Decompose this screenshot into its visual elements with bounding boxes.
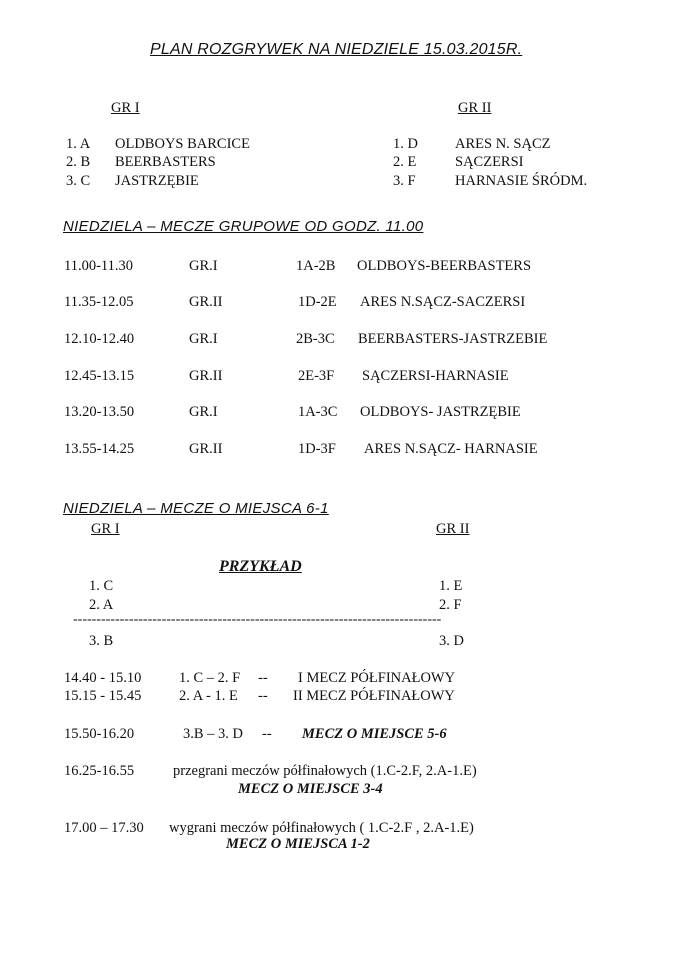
group-2-team-2: SĄCZERSI [455,154,524,170]
match-time: 11.35-12.05 [64,294,134,310]
semi2-dash: -- [258,688,268,704]
placement-group-2-label: GR II [436,521,470,537]
match-5-6-label: MECZ O MIEJSCE 5-6 [302,726,447,742]
match-pair: 2B-3C [296,331,335,347]
match-group: GR.I [189,404,218,420]
placement-gr1-third: 3. B [89,633,114,649]
group-2-num-2: 2. E [393,154,417,170]
placement-gr2-row-2: 2. F [439,597,462,613]
match-teams: OLDBOYS- JASTRZĘBIE [360,404,521,420]
group-1-team-1: OLDBOYS BARCICE [115,136,250,152]
match-3-4-description: przegrani meczów półfinałowych (1.C-2.F, 2.A-1.E) [173,763,477,779]
semi1-time: 14.40 - 15.10 [64,670,142,686]
placement-gr1-row-1: 1. C [89,578,114,594]
group-2-num-3: 3. F [393,173,416,189]
match-teams: SĄCZERSI-HARNASIE [362,368,509,384]
match-teams: OLDBOYS-BEERBASTERS [357,258,532,274]
match-5-6-time: 15.50-16.20 [64,726,135,742]
group-1-num-3: 3. C [66,173,91,189]
match-group: GR.I [189,331,218,347]
group-2-team-3: HARNASIE ŚRÓDM. [455,173,588,189]
semi1-label: I MECZ PÓŁFINAŁOWY [298,670,456,686]
semi2-time: 15.15 - 15.45 [64,688,142,704]
match-5-6-dash: -- [262,726,272,742]
match-teams: ARES N.SĄCZ-SACZERSI [360,294,526,310]
placement-gr1-row-2: 2. A [89,597,114,613]
group-2-team-1: ARES N. SĄCZ [455,136,551,152]
match-pair: 1A-2B [296,258,336,274]
match-3-4-label: MECZ O MIEJSCE 3-4 [238,781,383,797]
placement-gr2-third: 3. D [439,633,464,649]
group-1-num-1: 1. A [66,136,91,152]
match-time: 13.20-13.50 [64,404,135,420]
match-pair: 1D-2E [298,294,337,310]
match-1-2-description: wygrani meczów półfinałowych ( 1.C-2.F , 2.A-1.E) [169,820,474,836]
match-5-6-pair: 3.B – 3. D [183,726,244,742]
match-teams: BEERBASTERS-JASTRZEBIE [358,331,548,347]
match-1-2-time: 17.00 – 17.30 [64,820,144,836]
match-group: GR.I [189,258,218,274]
placement-heading: NIEDZIELA – MECZE O MIEJSCA 6-1 [63,500,329,517]
match-time: 11.00-11.30 [64,258,134,274]
group-2-num-1: 1. D [393,136,418,152]
match-3-4-time: 16.25-16.55 [64,763,135,779]
match-time: 12.45-13.15 [64,368,135,384]
page-title: PLAN ROZGRYWEK NA NIEDZIELE 15.03.2015R. [150,41,523,58]
match-1-2-label: MECZ O MIEJSCA 1-2 [226,836,370,852]
placement-gr2-row-1: 1. E [439,578,463,594]
group-2-label: GR II [458,100,492,116]
match-pair: 1D-3F [298,441,336,457]
semi1-dash: -- [258,670,268,686]
match-time: 12.10-12.40 [64,331,135,347]
match-pair: 1A-3C [298,404,338,420]
match-group: GR.II [189,368,223,384]
group-1-num-2: 2. B [66,154,91,170]
group-1-label: GR I [111,100,140,116]
separator-line: ------------------------------------------------------------------------------- [73,612,442,627]
match-pair: 2E-3F [298,368,335,384]
example-label: PRZYKŁAD [219,558,302,575]
semi1-pair: 1. C – 2. F [179,670,241,686]
match-teams: ARES N.SĄCZ- HARNASIE [364,441,538,457]
semi2-label: II MECZ PÓŁFINAŁOWY [293,688,455,704]
match-time: 13.55-14.25 [64,441,135,457]
group-matches-heading: NIEDZIELA – MECZE GRUPOWE OD GODZ. 11.00 [63,218,424,235]
placement-group-1-label: GR I [91,521,120,537]
semi2-pair: 2. A - 1. E [179,688,238,704]
match-group: GR.II [189,441,223,457]
match-group: GR.II [189,294,223,310]
group-1-team-3: JASTRZĘBIE [115,173,199,189]
group-1-team-2: BEERBASTERS [115,154,216,170]
